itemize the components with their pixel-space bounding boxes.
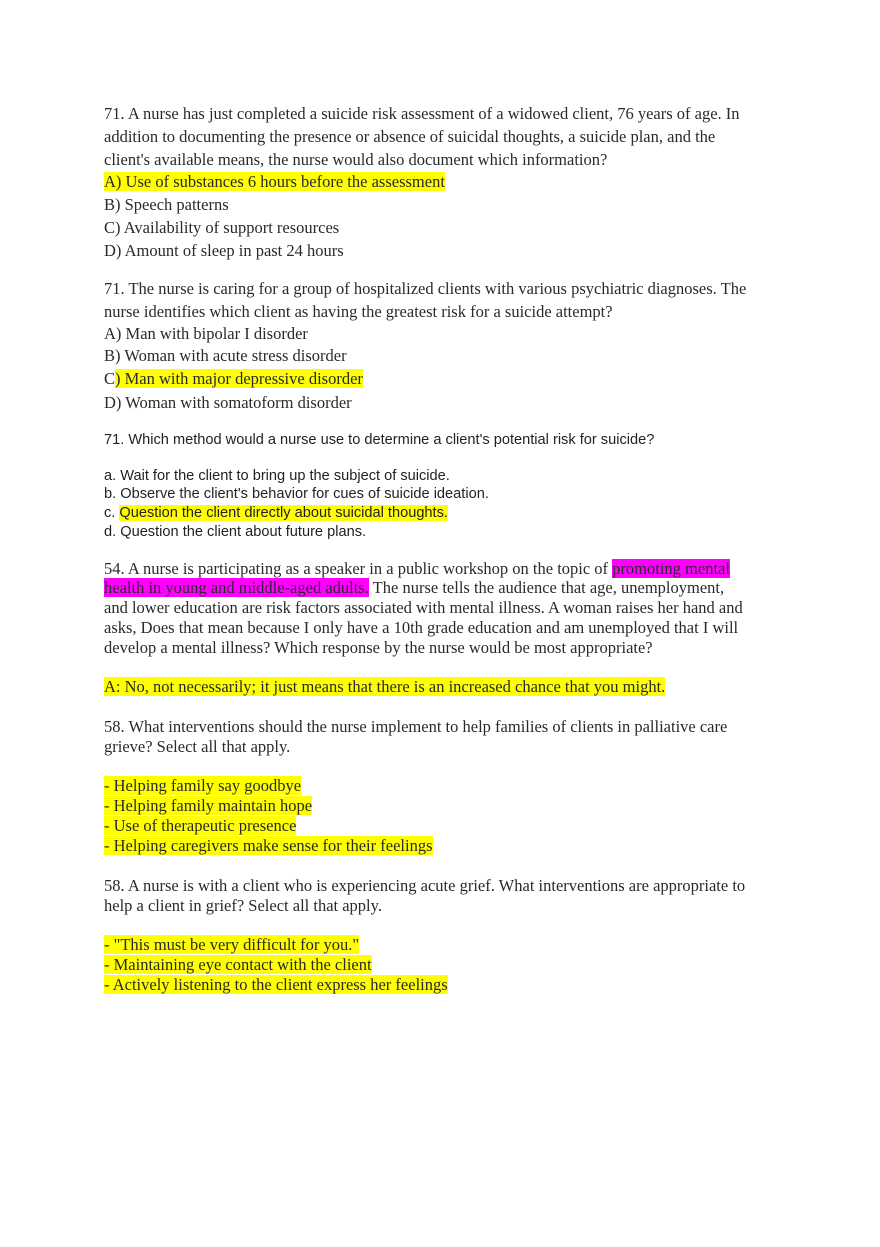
question-2-option-b: B) Woman with acute stress disorder	[104, 346, 347, 365]
question-3-stem: 71. Which method would a nurse use to determine a client's potential risk for suicide?	[104, 432, 655, 448]
question-6-stem-line: help a client in grief? Select all that apply.	[104, 896, 382, 915]
question-2-option-a: A) Man with bipolar I disorder	[104, 324, 308, 343]
question-2-option-c	[104, 369, 363, 389]
question-4-stem-text: 54. A nurse is participating as a speaker in a public workshop on the topic of	[104, 559, 613, 578]
question-3-option-a: a. Wait for the client to bring up the subject of suicide.	[104, 468, 450, 484]
question-4-highlight-magenta: promoting mental	[612, 559, 730, 578]
question-4-stem-text: The nurse tells the audience that age, unemployment,	[368, 578, 725, 597]
question-4-highlight-magenta: health in young and middle-aged adults.	[104, 578, 369, 597]
question-5-answer: - Helping caregivers make sense for their feelings	[104, 836, 433, 855]
question-1-option-c: C) Availability of support resources	[104, 218, 340, 237]
question-5-answer: - Helping family say goodbye	[104, 776, 302, 795]
question-5-answer: - Use of therapeutic presence	[104, 816, 297, 835]
question-2-stem-line: 71. The nurse is caring for a group of hospitalized clients with various psychiatric diagnoses. The	[104, 279, 747, 298]
question-6-answer: - "This must be very difficult for you."	[104, 935, 360, 954]
question-3-option-c-letter: c.	[104, 505, 120, 521]
question-4-answer-highlighted: A: No, not necessarily; it just means that there is an increased chance that you might.	[104, 677, 666, 696]
question-1-option-d: D) Amount of sleep in past 24 hours	[104, 241, 344, 260]
question-2-option-c-letter: C	[104, 369, 116, 388]
question-1-stem-line: 71. A nurse has just completed a suicide risk assessment of a widowed client, 76 years of age. In	[104, 104, 740, 123]
question-3-option-c	[104, 504, 448, 522]
question-2-option-d: D) Woman with somatoform disorder	[104, 393, 352, 412]
question-1-stem-line: client's available means, the nurse would also document which information?	[104, 150, 608, 169]
question-3-option-c-highlighted: Question the client directly about suicidal thoughts.	[119, 505, 448, 521]
question-4-stem-line-1	[104, 559, 730, 579]
question-2-stem-line: nurse identifies which client as having the greatest risk for a suicide attempt?	[104, 302, 613, 321]
question-3-option-d: d. Question the client about future plans.	[104, 524, 367, 540]
question-4-stem-line-2	[104, 578, 724, 598]
question-6-answer: - Actively listening to the client express her feelings	[104, 975, 448, 994]
question-6-answer: - Maintaining eye contact with the client	[104, 955, 372, 974]
question-5-stem-line: 58. What interventions should the nurse implement to help families of clients in palliative care	[104, 717, 728, 736]
question-5-answer: - Helping family maintain hope	[104, 796, 313, 815]
question-4-stem-line: develop a mental illness? Which response by the nurse would be most appropriate?	[104, 638, 653, 657]
question-1-stem-line: addition to documenting the presence or absence of suicidal thoughts, a suicide plan, and the	[104, 127, 716, 146]
question-1-option-b: B) Speech patterns	[104, 195, 229, 214]
question-4-stem-line: asks, Does that mean because I only have a 10th grade education and am unemployed that I will	[104, 618, 739, 637]
question-6-stem-line: 58. A nurse is with a client who is experiencing acute grief. What interventions are appropriate to	[104, 876, 746, 895]
question-2-option-c-highlighted: ) Man with major depressive disorder	[115, 369, 363, 388]
question-4-stem-line: and lower education are risk factors associated with mental illness. A woman raises her hand and	[104, 598, 743, 617]
question-5-stem-line: grieve? Select all that apply.	[104, 737, 291, 756]
question-1-option-a-highlighted: A) Use of substances 6 hours before the assessment	[104, 172, 445, 191]
question-3-option-b: b. Observe the client's behavior for cues of suicide ideation.	[104, 486, 489, 502]
